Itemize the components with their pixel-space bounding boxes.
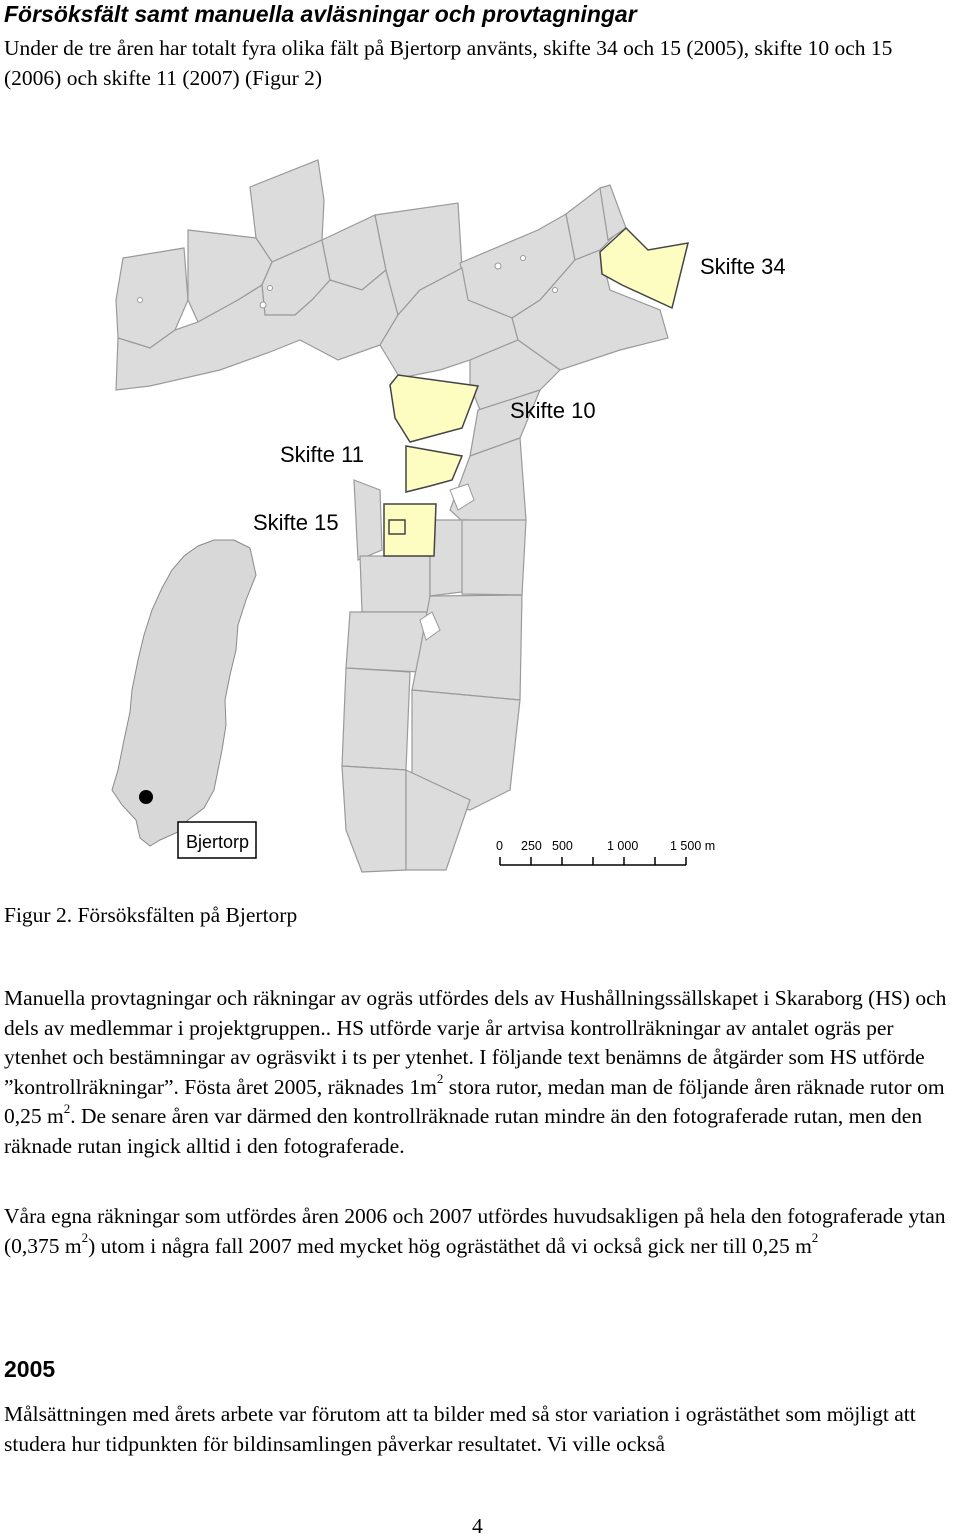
- page-number: 4: [472, 1514, 483, 1538]
- intro-paragraph: Under de tre åren har totalt fyra olika fält på Bjertorp använts, skifte 34 och 15 (2005), skifte 10 och 15 (2006) och skifte 11 (2007) (Figur 2): [4, 36, 893, 90]
- bjertorp-location-marker: [139, 790, 153, 804]
- bjertorp-label: Bjertorp: [186, 832, 250, 852]
- label-skifte10: Skifte 10: [510, 398, 596, 423]
- field-parcel: [354, 480, 382, 560]
- field-parcel: [412, 595, 522, 700]
- label-skifte34: Skifte 34: [700, 254, 786, 279]
- field-parcel: [342, 766, 406, 872]
- scale-bar: [500, 857, 686, 865]
- sweden-outline: [112, 540, 256, 846]
- trial-field-skifte10: [390, 375, 478, 442]
- paragraph-2005-goals: Målsättningen med årets arbete var förutom att ta bilder med så stor variation i ogrästäthet som möjligt att studera hur tidpunkten för bildinsamlingen påverkar resultatet. Vi ville också: [4, 1402, 916, 1456]
- section-heading: Försöksfält samt manuella avläsningar och provtagningar: [4, 1, 637, 27]
- sweden-inset: [112, 540, 256, 858]
- paragraph-control-counts: Manuella provtagningar och räkningar av ogräs utfördes dels av Hushållningssällskapet i Skaraborg (HS) och dels av medlemmar i projektgruppen.. HS utförde varje år artvisa kontrollräkningar av antalet ogräs per ytenhet och bestämningar av ogräsvikt i ts per ytenhet. I följande text benämns de åtgärder som HS utförde ”kontrollräkningar”. Fösta året 2005, räknades $1m^2$ stora rutor, medan man de följande åren räknade rutor om 0,25 $m^2$. De senare åren var därmed den kontrollräknade rutan mindre än den fotograferade rutan, men den räknade rutan ingick alltid i den fotograferade.: [4, 986, 947, 1158]
- field-parcel: [450, 438, 526, 532]
- field-parcel: [342, 668, 410, 770]
- trial-field-skifte11: [406, 446, 462, 492]
- scale-label-1000: 1 000: [607, 839, 639, 853]
- scale-label-500: 500: [552, 839, 573, 853]
- scale-label-0: 0: [496, 839, 503, 853]
- scale-label-1500: 1 500 m: [670, 839, 716, 853]
- paragraph-own-counts: Våra egna räkningar som utfördes åren 2006 och 2007 utfördes huvudsakligen på hela den fotograferade ytan (0,375 $m^2$) utom i några fall 2007 med mycket hög ogrästäthet då vi också gick ner till 0,25 $m^2$: [4, 1204, 946, 1258]
- scale-label-250: 250: [521, 839, 542, 853]
- trial-field-skifte15: [384, 504, 436, 556]
- figure-map: [0, 130, 960, 890]
- field-parcel: [360, 556, 430, 612]
- figure-caption: Figur 2. Försöksfälten på Bjertorp: [4, 903, 298, 927]
- field-parcel: [462, 520, 526, 595]
- label-skifte15: Skifte 15: [253, 510, 339, 535]
- label-skifte11: Skifte 11: [280, 442, 364, 467]
- year-heading: 2005: [4, 1356, 56, 1382]
